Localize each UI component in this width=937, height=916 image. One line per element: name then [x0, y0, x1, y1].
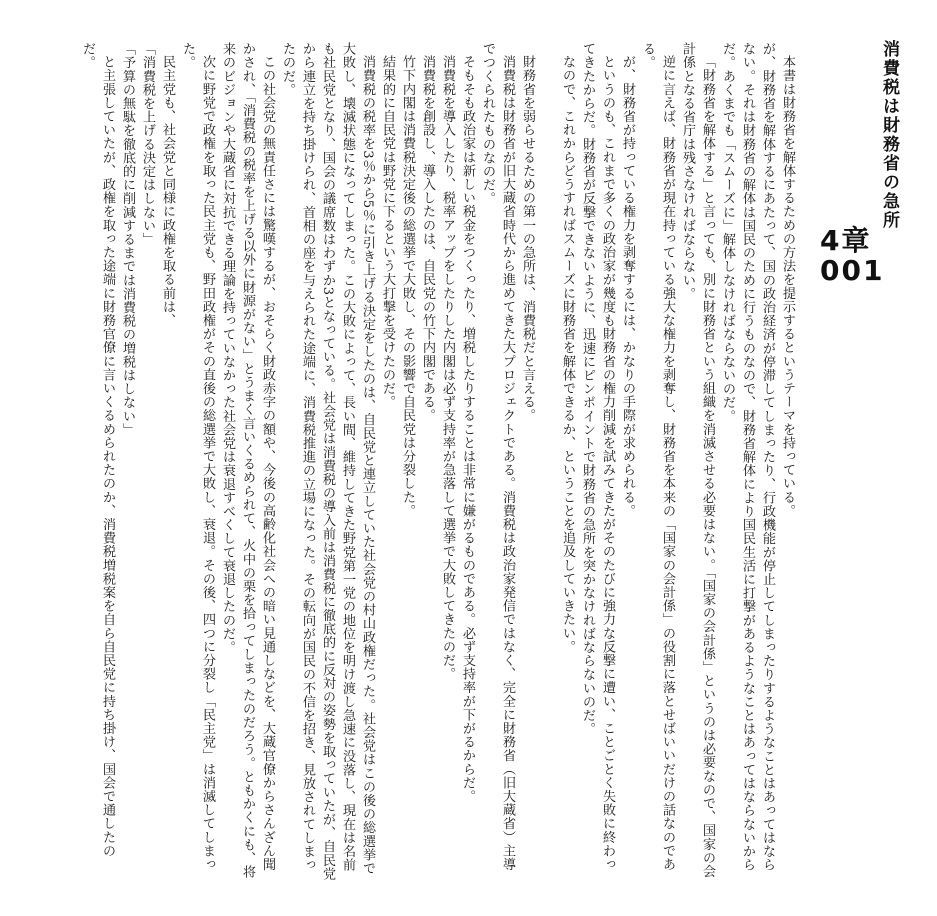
paragraph: 消費税を創設し、導入したのは、自民党の竹下内閣である。 — [420, 55, 435, 423]
section-number: 001 — [820, 254, 885, 287]
paragraph: 竹下内閣は消費税決定後の総選挙で大敗し、その影響で自民党は分裂した。 — [400, 55, 415, 518]
paragraph: 民主党も、社会党と同様に政権を取る前は、 — [160, 55, 175, 328]
paragraph: が、財務省が持っている権力を剥奪するには、かなりの手際が求められる。 — [620, 55, 635, 518]
paragraph: 「予算の無駄を徹底的に削減するまでは消費税の増税はしない」 — [120, 42, 135, 437]
body-text — [27, 42, 797, 882]
paragraph: 「財務省を解体する」と言っても、別に財務省という組織を消滅させる必要はない。「国家の会計係」というのは必要なので、国家の会計係となる省庁は残さなければならない。 — [680, 42, 715, 879]
section-title: 消費税は財務省の急所 — [879, 40, 899, 230]
paragraph: 本書は財務省を解体するための方法を提示するというテーマを持っている。 — [780, 55, 795, 518]
paragraph: が、財務省を解体するにあたって、国の政治経済が停滞してしまったり、行政機能が停止してしまったりするようなことはあってはならない。それは財務省の解体は国民のために行うものなので、財務省解体により国民生活に打撃があるようなことはあってはならないからだ。あくまでも「スムーズに」解体しなければならないのだ。 — [720, 42, 775, 872]
paragraph: この社会党の無責任さには驚嘆するが、おそらく財政赤字の額や、今後の高齢化社会への暗い見通しなどを、大蔵官僚からさんざん聞かされ、「消費税の税率を上げる以外に財源がない」とうまく言いくるめられて、火中の栗を拾ってしまったのだろう。ともかくにも、将来のビジョンや大蔵省に対抗できる理論を持っていなかった社会党は衰退すべくして衰退したのだ。 — [220, 42, 275, 879]
paragraph: というのも、これまで多くの政治家が幾度も財務省の権力削減を試みてきたがそのたびに強力な反撃に遭い、ことごとく失敗に終わってきたからだ。財務省が反撃できないように、迅速にピンポイントで財務省の急所を突かなければならないのだ。 — [580, 42, 615, 872]
paragraph: 消費税は財務省が旧大蔵省時代から進めてきた大プロジェクトである。消費税は政治家発信ではなく、完全に財務省（旧大蔵省）主導でつくられたものなのだ。 — [480, 42, 515, 872]
paragraph: 消費税を導入したり、税率アップをしたりした内閣は必ず支持率が急落して選挙で大敗してきたのだ。 — [440, 55, 455, 681]
paragraph: 「消費税を上げる決定はしない」 — [140, 42, 155, 246]
paragraph: 財務省を弱らせるための第一の急所は、消費税だと言える。 — [520, 55, 535, 423]
paragraph: なので、これからどうすればスムーズに財務省を解体できるか、ということを追及していきたい。 — [560, 55, 575, 654]
paragraph: 結果的に自民党は野党に下るという大打撃を受けたのだ。 — [380, 55, 395, 409]
paragraph: 消費税の税率を3％から5％に引き上げる決定をしたのは、自民党と連立していた社会党の村山政権だった。社会党はこの後の総選挙で大敗し、壊滅状態になってしまった。この大敗によって、長い間、維持してきた野党第一党の地位を明け渡し急速に没落し、現在は名前も社民党となり、国会の議席数はわずか3となっている。社会党は消費税の導入前は消費税に徹底的に反対の姿勢を取っていたが、自民党から連立を持ち掛けられ、首相の座を与えられた途端に、消費税推進の立場になった。その転向が国民の不信を招き、見放されてしまったのだ。 — [280, 42, 375, 881]
chapter-label: 4章 — [820, 224, 872, 257]
paragraph-spacer — [537, 42, 557, 882]
paragraph: と主張していたが、政権を取った途端に財務官僚に言いくるめられたのか、消費税増税案を自ら自民党に持ち掛け、国会で通したのだ。 — [80, 42, 115, 858]
chapter-badge — [820, 226, 884, 286]
paragraph: そもそも政治家は新しい税金をつくったり、増税したりすることは非常に嫌がるものである。必ず支持率が下がるからだ。 — [460, 55, 475, 804]
paragraph: 逆に言えば、財務省が現在持っている強大な権力を剥奪し、財務省を本来の「国家の会計係」の役割に落とせばいいだけの話なのである。 — [640, 42, 675, 872]
paragraph: 次に野党で政権を取った民主党も、野田政権がその直後の総選挙で大敗し、衰退。その後、四つに分裂し「民主党」は消滅してしまった。 — [180, 42, 215, 872]
